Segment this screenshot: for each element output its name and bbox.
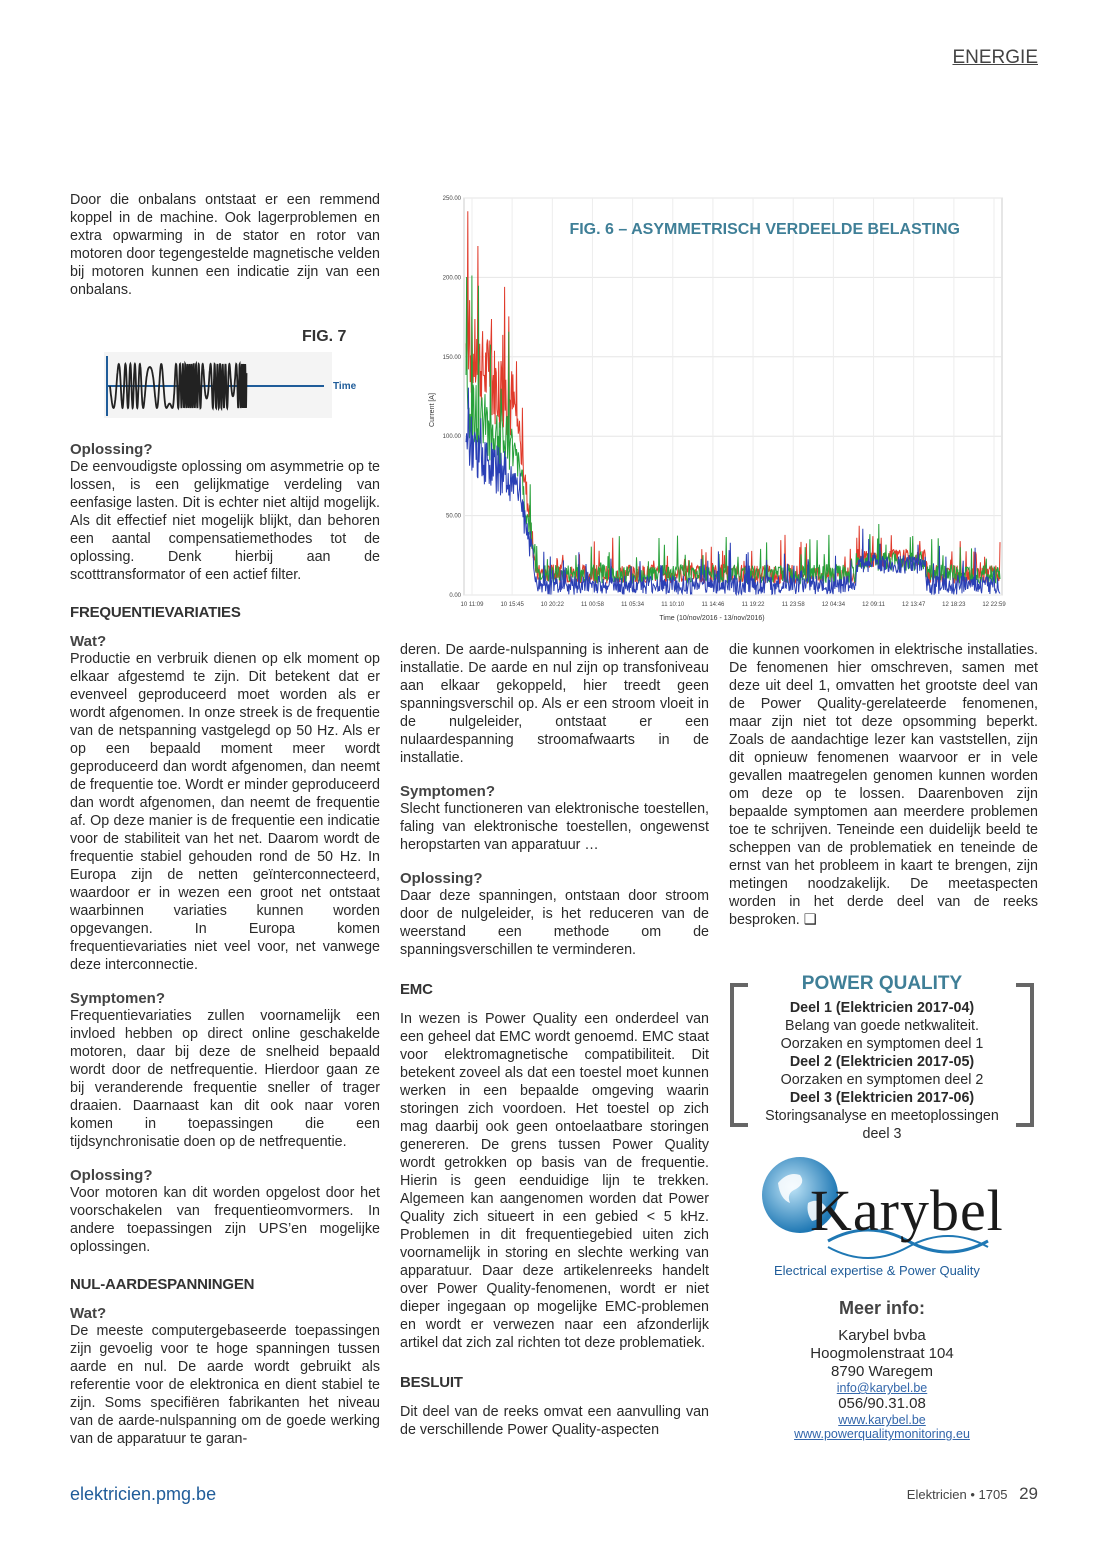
pq-deel3-desc2: deel 3 xyxy=(862,1126,902,1142)
info-heading: Meer info: xyxy=(838,1298,925,1318)
oplossing3-text: Daar deze spanningen, ontstaan door stroom door de nulgeleider, is het reduceren van de weerstand een methode om de spanningsverschillen te verminderen. xyxy=(400,888,709,958)
fig6-title: FIG. 6 – ASYMMETRISCH VERDEELDE BELASTING xyxy=(569,221,960,238)
pq-deel1: Deel 1 (Elektricien 2017-04) xyxy=(789,1000,975,1016)
footer-magazine: Elektricien • 1705 xyxy=(906,1487,1008,1502)
emc-heading: EMC xyxy=(400,981,433,998)
symp1-text: Frequentievariaties zullen voornamelijk een invloed hebben op direct online geschakelde motoren, daar bij deze de snelheid bepaald wordt door de netfrequentie. Hierdoor gaan ze bij veranderende frequentie sneller of trager draaien. Daarnaast kan dit ook naar voren komen in toepassingen die een tijdsynchronisatie doen op de netfrequentie. xyxy=(70,1008,380,1150)
emc-text: In wezen is Power Quality een onderdeel van een geheel dat EMC wordt genoemd. EMC staat voor elektromagnetische compatibiliteit. Dit betekent zoveel als dat een toestel moet kunnen werken in een bepaalde omgeving waarin storingen zich voordoen. Het toestel op zich mag daarbij ook geen ontoelaatbare storingen genereren. De grens tussen Power Quality wordt getrokken op basis van de frequentie. Hierin is geen eenduidige lijn te trekken. Algemeen kan aangenomen worden dat Power Quality zich situeert in een gebied < 5 kHz. Problemen in dit frequentiegebied uiten zich voornamelijk in storing en slechte werking van apparatuur. Daar deze artikelenreeks handelt over Power Quality-fenomenen, wordt er niet dieper ingegaan op mogelijke EMC-problemen en wordt er verwezen naar een afzonderlijk artikel dat zich zal richten tot deze problematiek. xyxy=(400,1011,709,1351)
pq-title: POWER QUALITY xyxy=(801,973,963,994)
column-3 xyxy=(729,641,1038,929)
footer-site: elektricien.pmg.be xyxy=(70,1484,217,1504)
column-2 xyxy=(400,641,709,1439)
bracket-left xyxy=(730,983,748,1127)
oplossing2-heading: Oplossing? xyxy=(70,1167,153,1184)
wat1-text: Productie en verbruik dienen op elk moment op elkaar afgestemd te zijn. Dit betekent dat er evenveel geproduceerd moet worden als er wordt afgenomen. In onze streek is de frequentie van de netspanning vastgelegd op 50 Hz. Als er op een bepaald moment meer wordt geproduceerd dan wordt afgenomen, dan neemt de frequentie toe. Wordt er minder geproduceerd dan wordt afgenomen, dan neemt de frequentie af. Op deze manier is de frequentie een indicatie voor de stabiliteit van het net. Daarom wordt de frequentie stabiel gehouden rond de 50 Hz. In Europa zijn de netten geïnterconnecteerd, waardoor er in wezen een groot net ontstaat waarbinnen variaties kunnen worden opgevangen. In Europa komen frequentievariaties niet veel voor, net vanwege deze interconnectie. xyxy=(70,651,380,973)
oplossing1-heading: Oplossing? xyxy=(70,441,153,458)
symp2-text: Slecht functioneren van elektronische toestellen, faling van elektronische toestellen, ongewenst heropstarten van apparatuur … xyxy=(400,801,709,853)
y-tick-label: 50.00 xyxy=(445,513,461,520)
oplossing2-text: Voor motoren kan dit worden opgelost door het voorschakelen van frequentieomvormers. In andere toepassingen zijn UPS’en mogelijke oplossingen. xyxy=(70,1185,380,1255)
column-1-body xyxy=(70,441,380,1462)
x-tick-label: 11 19:22 xyxy=(741,602,765,608)
oplossing1-text: De eenvoudigste oplossing om asymmetrie op te lossen, is een gelijkmatige verdeling van eenfasige lasten. Dit is echter niet altijd mogelijk. Als dit effectief niet mogelijk blijkt, dan behoren een aantal compensatiemethodes tot de oplossing. Denk hierbij aan de scotttransformator of een actief filter. xyxy=(70,459,380,583)
x-tick-label: 11 23:58 xyxy=(781,602,805,608)
info-block xyxy=(752,1298,1012,1441)
pq-deel3-desc: Storingsanalyse en meetoplossingen xyxy=(765,1108,999,1124)
section-label: ENERGIE xyxy=(952,47,1038,68)
pq-deel1-desc: Belang van goede netkwaliteit. xyxy=(785,1018,979,1034)
info-phone: 056/90.31.08 xyxy=(838,1395,926,1412)
freq-heading: FREQUENTIEVARIATIES xyxy=(70,604,241,621)
x-tick-label: 12 04:34 xyxy=(821,602,846,608)
x-tick-label: 10 15:45 xyxy=(500,602,524,608)
nul-heading: NUL-AARDESPANNINGEN xyxy=(70,1276,255,1293)
x-axis-label: Time (10/nov/2016 - 13/nov/2016) xyxy=(659,615,765,622)
x-tick-label: 11 05:34 xyxy=(621,602,645,608)
wat2-heading: Wat? xyxy=(70,1305,107,1322)
x-tick-label: 11 10:10 xyxy=(661,602,685,608)
power-quality-box xyxy=(752,973,1012,1143)
pq-deel3: Deel 3 (Elektricien 2017-06) xyxy=(789,1090,975,1106)
info-city: 8790 Waregem xyxy=(831,1363,933,1380)
col2-cont-text: deren. De aarde-nulspanning is inherent aan de installatie. De aarde en nul zijn op transfoniveau aan elkaar gekoppeld, hier treedt geen spanningsverschil op. Als er een stroom vloeit in de nulgeleider, ontstaat er een nulaardespanning stroomafwaarts in de installatie. xyxy=(400,642,709,766)
fig6-chart xyxy=(412,190,1008,624)
info-company: Karybel bvba xyxy=(838,1327,926,1344)
col3-cont-text: die kunnen voorkomen in elektrische installaties. De fenomenen hier omschreven, samen met deze uit deel 1, omvatten het grootste deel van de Power Quality-gerelateerde fenomenen, maar zijn niet tot deze opsomming beperkt. Zoals de aandachtige lezer kan vaststellen, zijn dit opnieuw fenomenen waarvoor er in vele gevallen maatregelen genomen kunnen worden om deze op te lossen. Daarenboven zijn bepaalde symptomen aan meerdere problemen toe te schrijven. Teneinde een duidelijk beeld te scheppen van de problematiek en teneinde de ernst van het probleem in kaart te brengen, zijn metingen noodzakelijk. De meetaspecten worden in het derde deel van de reeks besproken. ❑ xyxy=(729,642,1038,928)
besluit-heading: BESLUIT xyxy=(400,1374,463,1391)
symp2-heading: Symptomen? xyxy=(400,783,496,800)
end-mark: ❑ xyxy=(803,912,817,928)
wat2-text: De meeste computergebaseerde toepassingen zijn gevoelig voor te hoge spanningen tussen aarde en nul. De aarde wordt gebruikt als referentie voor de elektronica en dient stabiel te zijn. Soms specifiëren fabrikanten het niveau van de aarde-nulspanning om de goede werking van de apparatuur te garan- xyxy=(70,1323,380,1447)
info-street: Hoogmolenstraat 104 xyxy=(810,1345,954,1362)
y-tick-label: 150.00 xyxy=(442,354,461,361)
x-tick-label: 11 00:58 xyxy=(581,602,604,608)
column-1-top xyxy=(70,191,380,299)
pq-deel2: Deel 2 (Elektricien 2017-05) xyxy=(789,1054,975,1070)
footer-magazine-info xyxy=(907,1484,1038,1504)
info-email-link[interactable]: info@karybel.be xyxy=(836,1381,928,1395)
wat1-heading: Wat? xyxy=(70,633,107,650)
info-web1-link[interactable]: www.karybel.be xyxy=(838,1413,926,1427)
pq-deel1-desc2: Oorzaken en symptomen deel 1 xyxy=(780,1036,984,1052)
x-tick-label: 12 13:47 xyxy=(902,602,926,608)
x-tick-label: 12 22:59 xyxy=(982,602,1006,608)
y-tick-label: 200.00 xyxy=(442,275,461,282)
plot-area xyxy=(464,198,1002,595)
karybel-logo xyxy=(758,1153,1018,1283)
x-tick-label: 11 14:46 xyxy=(701,602,725,608)
fig7-label: FIG. 7 xyxy=(302,328,347,345)
y-tick-label: 100.00 xyxy=(442,434,461,441)
fig7-axis-label: Time xyxy=(333,381,357,392)
logo-wordmark: Karybel xyxy=(810,1178,1004,1243)
besluit-text: Dit deel van de reeks omvat een aanvulling van de verschillende Power Quality-aspecten xyxy=(400,1404,709,1438)
intro-paragraph: Door die onbalans ontstaat er een remmend koppel in de machine. Ook lagerproblemen en extra opwarming in de stator en rotor van motoren door tegengestelde magnetische velden bij motoren kunnen een indicatie zijn van een onbalans. xyxy=(70,192,380,298)
x-tick-label: 12 18:23 xyxy=(942,602,966,608)
oplossing3-heading: Oplossing? xyxy=(400,870,483,887)
x-tick-label: 12 09:11 xyxy=(862,602,885,608)
y-axis-label: Current [A] xyxy=(429,393,436,427)
bracket-right xyxy=(1016,983,1034,1127)
pq-deel2-desc: Oorzaken en symptomen deel 2 xyxy=(780,1072,984,1088)
fig7-waveform xyxy=(104,352,364,418)
y-tick-label: 0.00 xyxy=(449,593,461,599)
y-tick-label: 250.00 xyxy=(442,196,461,202)
info-web2-link[interactable]: www.powerqualitymonitoring.eu xyxy=(794,1427,970,1441)
logo-tagline: Electrical expertise & Power Quality xyxy=(774,1263,980,1278)
symp1-heading: Symptomen? xyxy=(70,990,166,1007)
x-tick-label: 10 20:22 xyxy=(540,602,564,608)
footer-page-number: 29 xyxy=(1019,1484,1038,1503)
x-tick-label: 10 11:09 xyxy=(460,602,484,608)
